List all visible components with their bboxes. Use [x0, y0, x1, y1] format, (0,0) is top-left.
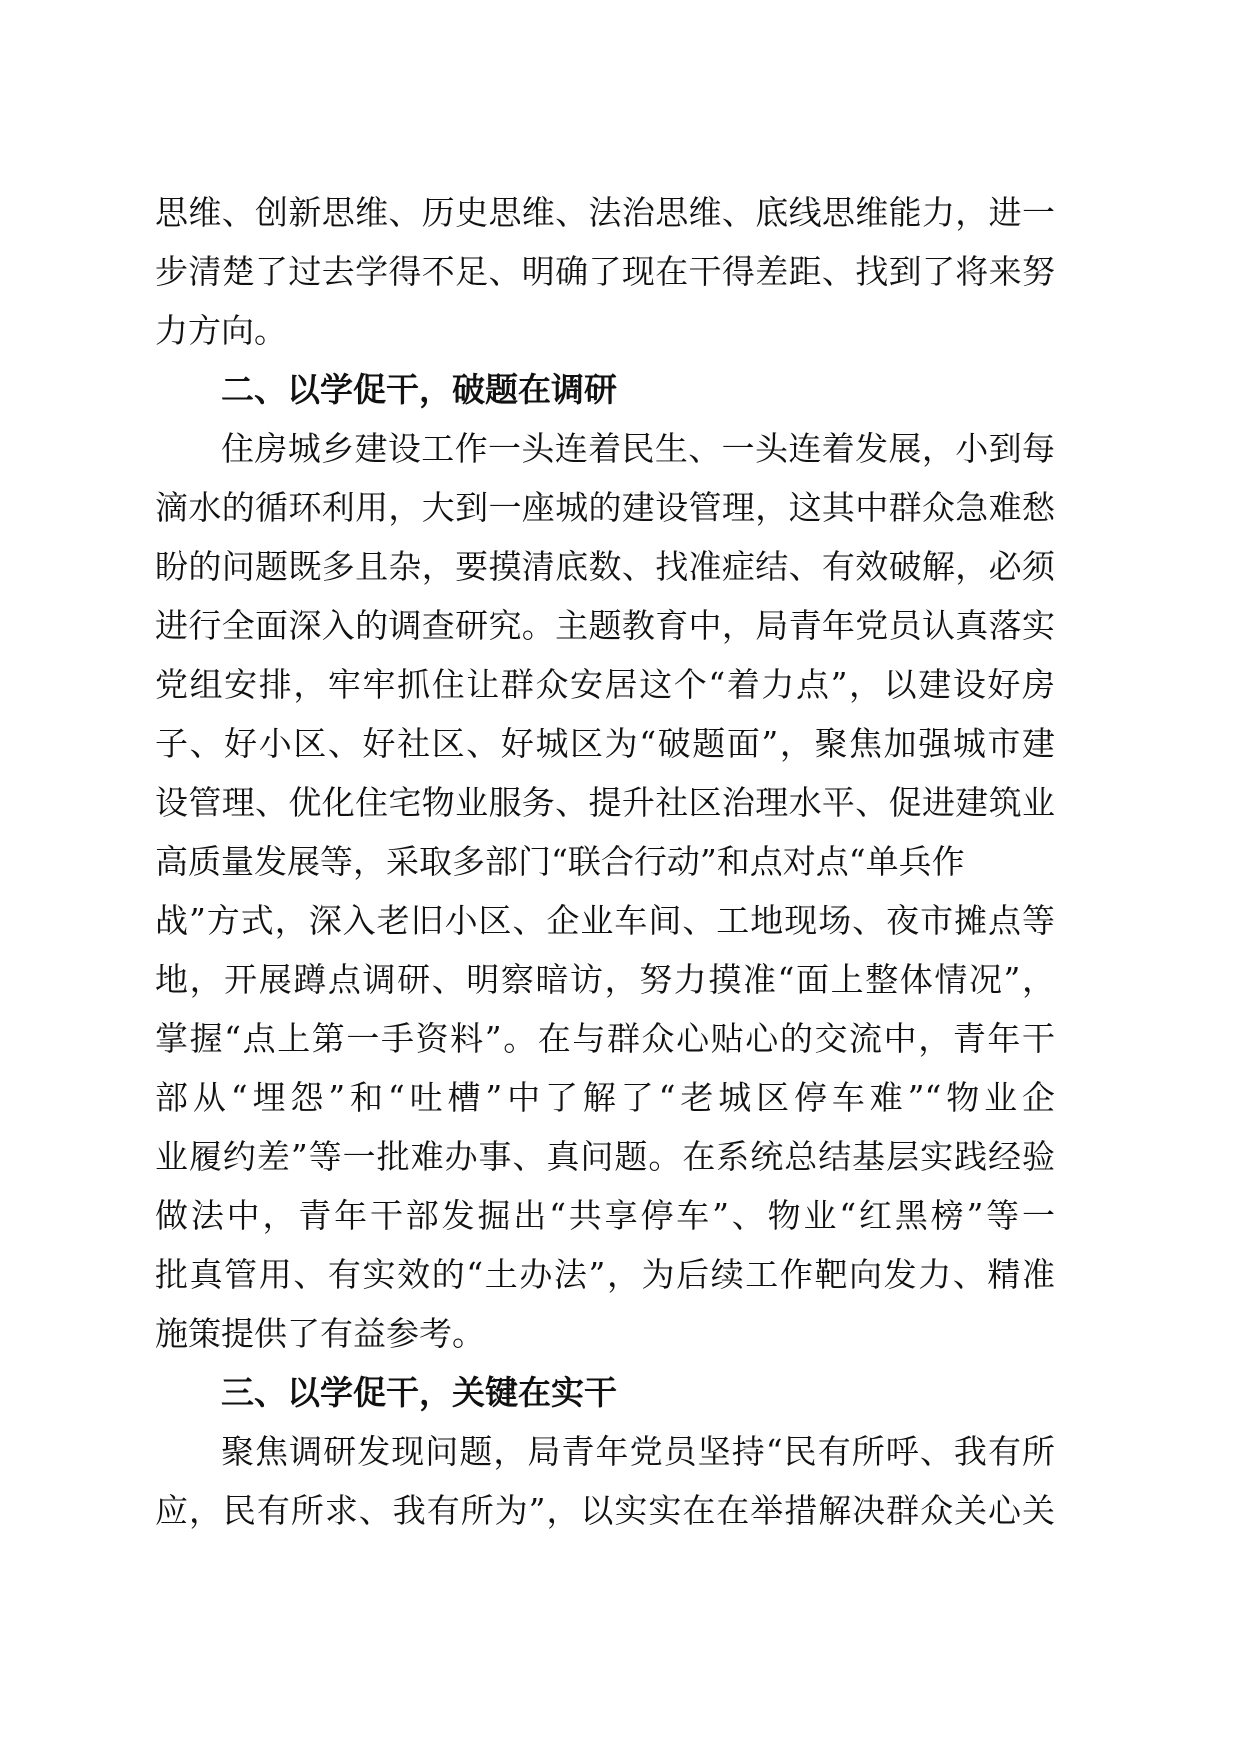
- body-text-line: 聚焦调研发现问题，局青年党员坚持“民有所呼、我有所: [221, 1432, 1055, 1471]
- body-text-line: 子、好小区、好社区、好城区为“破题面”，聚焦加强城市建: [155, 724, 1055, 763]
- body-text-line: 盼的问题既多且杂，要摸清底数、找准症结、有效破解，必须: [155, 547, 1055, 586]
- body-text-line: 思维、创新思维、历史思维、法治思维、底线思维能力，进一: [155, 193, 1055, 232]
- body-text-line: 步清楚了过去学得不足、明确了现在干得差距、找到了将来努: [155, 252, 1055, 291]
- body-text-line: 业履约差”等一批难办事、真问题。在系统总结基层实践经验: [155, 1137, 1055, 1176]
- body-text-line: 住房城乡建设工作一头连着民生、一头连着发展，小到每: [221, 429, 1055, 468]
- body-text-line: 战”方式，深入老旧小区、企业车间、工地现场、夜市摊点等: [155, 901, 1055, 940]
- body-text-line: 施策提供了有益参考。: [155, 1314, 485, 1353]
- section-heading-3: 三、以学促干，关键在实干: [221, 1373, 617, 1412]
- body-text-line: 高质量发展等，采取多部门“联合行动”和点对点“单兵作: [155, 842, 965, 881]
- body-text-line: 做法中，青年干部发掘出“共享停车”、物业“红黑榜”等一: [155, 1196, 1055, 1235]
- body-text-line: 掌握“点上第一手资料”。在与群众心贴心的交流中，青年干: [155, 1019, 1055, 1058]
- body-text-line: 进行全面深入的调查研究。主题教育中，局青年党员认真落实: [155, 606, 1055, 645]
- body-text-line: 部从“埋怨”和“吐槽”中了解了“老城区停车难”“物业企: [155, 1078, 1055, 1117]
- body-text-line: 批真管用、有实效的“土办法”，为后续工作靶向发力、精准: [155, 1255, 1055, 1294]
- section-heading-2: 二、以学促干，破题在调研: [221, 370, 617, 409]
- body-text-line: 应，民有所求、我有所为”，以实实在在举措解决群众关心关: [155, 1491, 1055, 1530]
- body-text-line: 滴水的循环利用，大到一座城的建设管理，这其中群众急难愁: [155, 488, 1055, 527]
- body-text-line: 力方向。: [155, 311, 287, 350]
- body-text-line: 党组安排，牢牢抓住让群众安居这个“着力点”，以建设好房: [155, 665, 1055, 704]
- body-text-line: 地，开展蹲点调研、明察暗访，努力摸准“面上整体情况”，: [155, 960, 1055, 999]
- body-text-line: 设管理、优化住宅物业服务、提升社区治理水平、促进建筑业: [155, 783, 1055, 822]
